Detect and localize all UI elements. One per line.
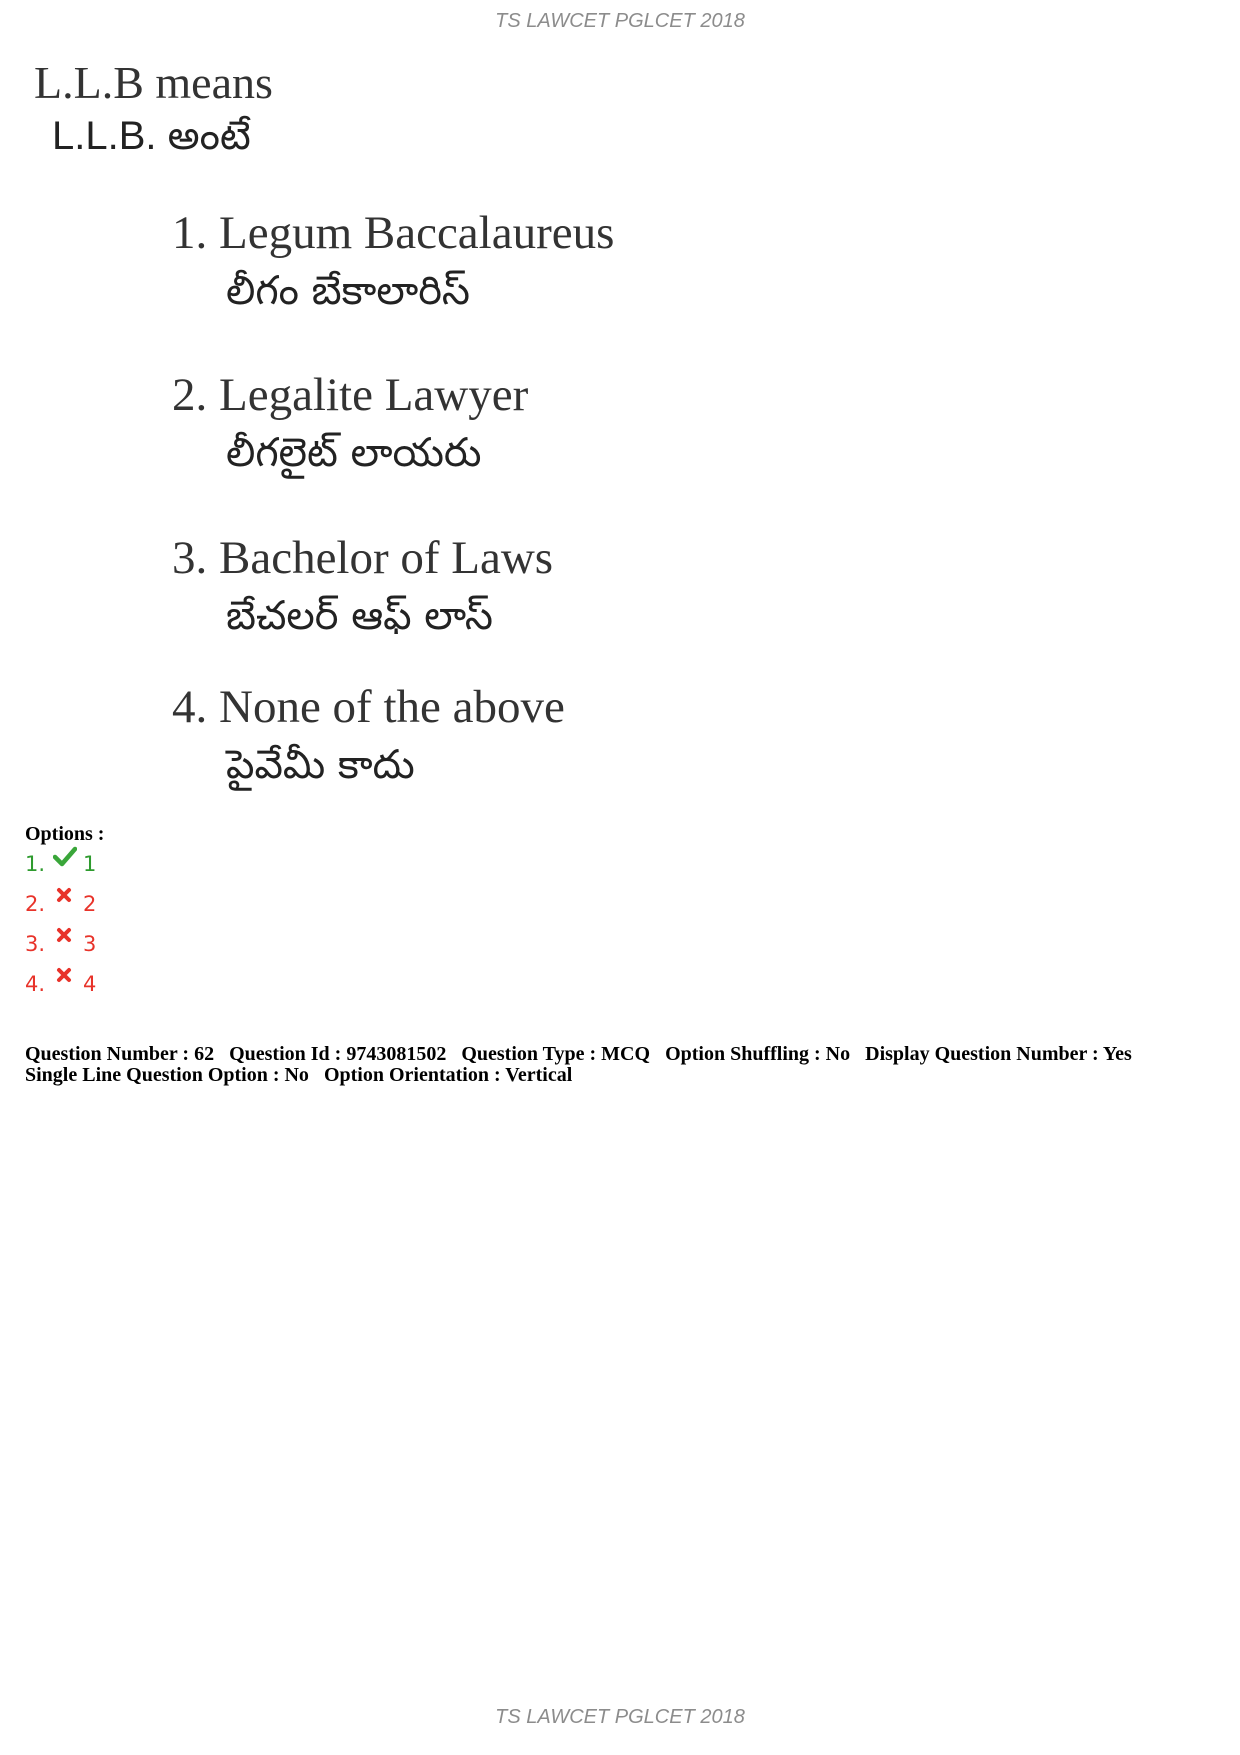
question-choice	[172, 679, 772, 795]
question-title-english: L.L.B means	[34, 57, 273, 108]
choice-telugu: లీగం బేకాలారిస్	[226, 268, 470, 314]
question-choice	[172, 367, 772, 483]
question-choice	[172, 530, 772, 646]
options-label: Options :	[25, 823, 105, 845]
cross-icon	[53, 926, 79, 948]
option-orientation: Option Orientation : Vertical	[323, 1064, 573, 1086]
option-number: 2.	[25, 892, 46, 916]
option-number: 4.	[25, 972, 46, 996]
choice-telugu: బేచలర్ ఆఫ్ లాస్	[226, 593, 493, 639]
option-row	[25, 972, 96, 1002]
question-choice	[172, 205, 772, 321]
cross-icon	[53, 966, 79, 988]
option-row	[25, 892, 96, 922]
question-type: Question Type : MCQ	[461, 1043, 651, 1065]
option-number: 3.	[25, 932, 46, 956]
choice-telugu: లీగలైట్ లాయరు	[226, 430, 482, 476]
choice-english: 2. Legalite Lawyer	[172, 369, 529, 421]
option-value: 4	[83, 972, 97, 996]
question-image	[24, 52, 784, 804]
option-value: 1	[83, 852, 97, 876]
question-id: Question Id : 9743081502	[229, 1043, 447, 1065]
choice-telugu: పైవేమీ కాదు	[226, 742, 415, 788]
option-value: 3	[83, 932, 97, 956]
page-footer: TS LAWCET PGLCET 2018	[495, 1706, 745, 1728]
choice-english: 3. Bachelor of Laws	[172, 532, 554, 584]
choice-english: 1. Legum Baccalaureus	[172, 207, 615, 259]
question-title-telugu: L.L.B. అంటే	[52, 114, 251, 158]
display-question-number: Display Question Number : Yes	[865, 1043, 1132, 1065]
option-row	[25, 932, 96, 962]
single-line-option: Single Line Question Option : No	[25, 1064, 309, 1086]
cross-icon	[53, 886, 79, 908]
choice-english: 4. None of the above	[172, 681, 565, 733]
question-metadata	[25, 1044, 1215, 1086]
option-shuffling: Option Shuffling : No	[665, 1043, 851, 1065]
page-header: TS LAWCET PGLCET 2018	[495, 10, 745, 32]
option-value: 2	[83, 892, 97, 916]
option-number: 1.	[25, 852, 46, 876]
option-row	[25, 852, 96, 882]
question-number: Question Number : 62	[25, 1043, 215, 1065]
check-icon	[53, 846, 79, 868]
